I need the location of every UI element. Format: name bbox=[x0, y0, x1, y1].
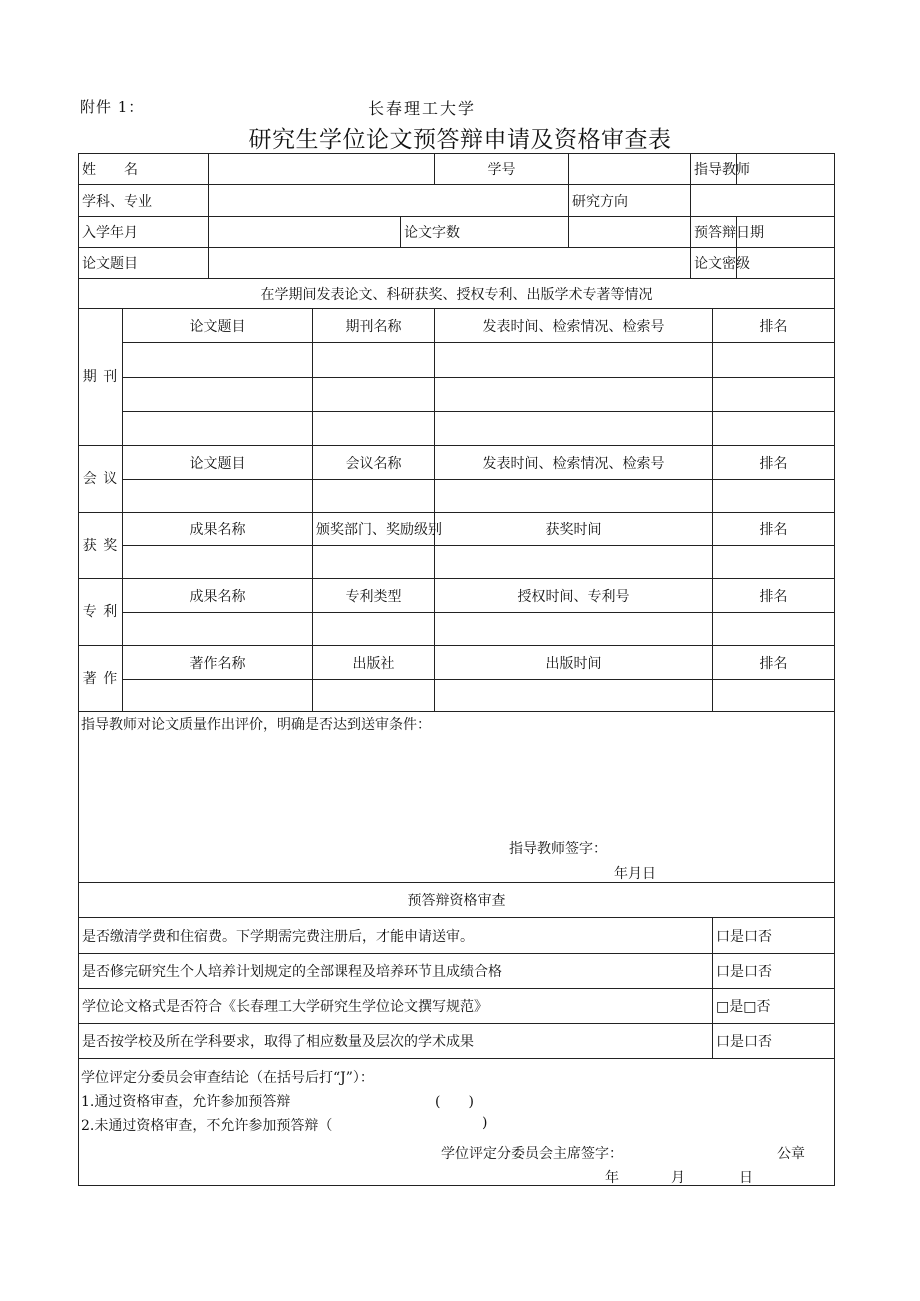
award-cell[interactable] bbox=[313, 546, 435, 579]
journal-cell[interactable] bbox=[313, 412, 435, 446]
journal-header-row bbox=[79, 309, 835, 343]
conclusion-section bbox=[79, 1059, 835, 1186]
patent-col-time: 授权时间、专利号 bbox=[435, 579, 713, 613]
conclusion-heading: 学位评定分委员会审查结论（在括号后打“J”）： bbox=[81, 1070, 374, 1086]
conference-col-name: 会议名称 bbox=[313, 446, 435, 480]
word-count-value[interactable] bbox=[569, 217, 691, 248]
advisor-value[interactable] bbox=[737, 154, 835, 185]
page-title: 研究生学位论文预答辩申请及资格审查表 bbox=[248, 127, 672, 153]
journal-cell[interactable] bbox=[123, 412, 313, 446]
review-heading-row bbox=[79, 883, 835, 918]
journal-cell[interactable] bbox=[435, 412, 713, 446]
patent-side-label: 专 利 bbox=[79, 579, 123, 646]
book-side-label: 著 作 bbox=[79, 646, 123, 712]
review-heading: 预答辩资格审查 bbox=[79, 883, 835, 918]
review-question: 是否按学校及所在学科要求，取得了相应数量及层次的学术成果 bbox=[79, 1024, 713, 1059]
journal-row bbox=[79, 343, 835, 378]
journal-row bbox=[79, 378, 835, 412]
journal-cell[interactable] bbox=[435, 378, 713, 412]
review-question: 是否缴清学费和住宿费。下学期需完费注册后，才能申请送审。 bbox=[79, 918, 713, 954]
journal-cell[interactable] bbox=[713, 378, 835, 412]
conference-col-title: 论文题目 bbox=[123, 446, 313, 480]
row-name bbox=[79, 154, 835, 185]
row-major bbox=[79, 185, 835, 217]
book-cell[interactable] bbox=[435, 680, 713, 712]
conclusion-option-pass-box[interactable]: ( ) bbox=[435, 1094, 474, 1110]
book-cell[interactable] bbox=[313, 680, 435, 712]
achievements-heading-row bbox=[79, 279, 835, 309]
university-name: 长春理工大学 bbox=[368, 99, 477, 118]
book-cell[interactable] bbox=[123, 680, 313, 712]
student-id-label: 学号 bbox=[435, 154, 569, 185]
journal-cell[interactable] bbox=[713, 343, 835, 378]
journal-cell[interactable] bbox=[313, 343, 435, 378]
conference-row bbox=[79, 480, 835, 513]
date-month: 月 bbox=[671, 1170, 685, 1186]
patent-col-rank: 排名 bbox=[713, 579, 835, 613]
direction-value[interactable] bbox=[691, 185, 835, 217]
book-col-name: 著作名称 bbox=[123, 646, 313, 680]
review-answer-checkbox[interactable]: 口是口否 bbox=[713, 918, 835, 954]
book-col-time: 出版时间 bbox=[435, 646, 713, 680]
thesis-title-value[interactable] bbox=[209, 248, 691, 279]
patent-col-type: 专利类型 bbox=[313, 579, 435, 613]
review-answer-checkbox[interactable]: 口是口否 bbox=[713, 954, 835, 989]
journal-cell[interactable] bbox=[313, 378, 435, 412]
conclusion-option-fail-box[interactable]: ) bbox=[482, 1115, 488, 1131]
major-value[interactable] bbox=[209, 185, 569, 217]
journal-col-time: 发表时间、检索情况、检索号 bbox=[435, 309, 713, 343]
conference-cell[interactable] bbox=[313, 480, 435, 513]
conclusion-option-pass: 1.通过资格审查，允许参加预答辩 bbox=[81, 1094, 291, 1110]
advisor-eval-row bbox=[79, 712, 835, 883]
conference-col-rank: 排名 bbox=[713, 446, 835, 480]
journal-cell[interactable] bbox=[713, 412, 835, 446]
award-col-rank: 排名 bbox=[713, 513, 835, 546]
conclusion-option-fail: 2.未通过资格审查，不允许参加预答辩（ bbox=[81, 1118, 333, 1134]
advisor-eval-section[interactable] bbox=[79, 712, 835, 883]
date-day: 日 bbox=[739, 1170, 753, 1186]
journal-cell[interactable] bbox=[435, 343, 713, 378]
defense-date-label: 预答辩日期 bbox=[691, 217, 737, 248]
journal-col-name: 期刊名称 bbox=[313, 309, 435, 343]
patent-cell[interactable] bbox=[435, 613, 713, 646]
patent-cell[interactable] bbox=[713, 613, 835, 646]
journal-col-title: 论文题目 bbox=[123, 309, 313, 343]
book-header-row bbox=[79, 646, 835, 680]
award-col-time: 获奖时间 bbox=[435, 513, 713, 546]
journal-col-rank: 排名 bbox=[713, 309, 835, 343]
book-row bbox=[79, 680, 835, 712]
patent-header-row bbox=[79, 579, 835, 613]
attachment-label: 附件 1： bbox=[80, 98, 145, 116]
major-label: 学科、专业 bbox=[79, 185, 209, 217]
award-col-name: 成果名称 bbox=[123, 513, 313, 546]
patent-cell[interactable] bbox=[313, 613, 435, 646]
review-answer-checkbox[interactable]: □是□否 bbox=[713, 989, 835, 1024]
advisor-signature-label: 指导教师签字： bbox=[509, 841, 607, 857]
conference-header-row bbox=[79, 446, 835, 480]
advisor-date-label: 年月日 bbox=[614, 866, 656, 882]
form-table bbox=[78, 153, 835, 1186]
conference-side-label: 会 议 bbox=[79, 446, 123, 513]
secrecy-label: 论文密级 bbox=[691, 248, 737, 279]
review-row-tuition bbox=[79, 918, 835, 954]
review-question: 学位论文格式是否符合《长春理工大学研究生学位论文撰写规范》 bbox=[79, 989, 713, 1024]
award-cell[interactable] bbox=[435, 546, 713, 579]
award-side-label: 获 奖 bbox=[79, 513, 123, 579]
student-id-value[interactable] bbox=[569, 154, 691, 185]
row-enroll bbox=[79, 217, 835, 248]
journal-side-label: 期 刊 bbox=[79, 309, 123, 446]
patent-col-name: 成果名称 bbox=[123, 579, 313, 613]
patent-row bbox=[79, 613, 835, 646]
name-value[interactable] bbox=[209, 154, 435, 185]
advisor-eval-prompt: 指导教师对论文质量作出评价，明确是否达到送审条件： bbox=[81, 717, 431, 733]
award-header-row bbox=[79, 513, 835, 546]
secrecy-value[interactable] bbox=[737, 248, 835, 279]
conclusion-row bbox=[79, 1059, 835, 1186]
review-row-achievements bbox=[79, 1024, 835, 1059]
award-row bbox=[79, 546, 835, 579]
journal-cell[interactable] bbox=[123, 343, 313, 378]
seal-label: 公章 bbox=[777, 1146, 805, 1162]
review-row-format bbox=[79, 989, 835, 1024]
conference-col-time: 发表时间、检索情况、检索号 bbox=[435, 446, 713, 480]
thesis-title-label: 论文题目 bbox=[79, 248, 209, 279]
award-cell[interactable] bbox=[123, 546, 313, 579]
direction-label: 研究方向 bbox=[569, 185, 691, 217]
review-question: 是否修完研究生个人培养计划规定的全部课程及培养环节且成绩合格 bbox=[79, 954, 713, 989]
date-year: 年 bbox=[605, 1170, 619, 1186]
conference-cell[interactable] bbox=[123, 480, 313, 513]
name-label: 姓 名 bbox=[79, 154, 209, 185]
patent-cell[interactable] bbox=[123, 613, 313, 646]
word-count-label: 论文字数 bbox=[401, 217, 569, 248]
book-col-publisher: 出版社 bbox=[313, 646, 435, 680]
review-answer-checkbox[interactable]: 口是口否 bbox=[713, 1024, 835, 1059]
conference-cell[interactable] bbox=[435, 480, 713, 513]
chair-signature-label: 学位评定分委员会主席签字： bbox=[441, 1146, 623, 1162]
enroll-label: 入学年月 bbox=[79, 217, 209, 248]
advisor-label: 指导教师 bbox=[691, 154, 737, 185]
book-col-rank: 排名 bbox=[713, 646, 835, 680]
book-cell[interactable] bbox=[713, 680, 835, 712]
enroll-value[interactable] bbox=[209, 217, 401, 248]
row-thesis-title bbox=[79, 248, 835, 279]
award-cell[interactable] bbox=[713, 546, 835, 579]
award-col-dept: 颁奖部门、奖励级别 bbox=[313, 513, 435, 546]
achievements-heading: 在学期间发表论文、科研获奖、授权专利、出版学术专著等情况 bbox=[79, 279, 835, 309]
application-form bbox=[78, 153, 834, 1186]
journal-row bbox=[79, 412, 835, 446]
journal-cell[interactable] bbox=[123, 378, 313, 412]
conference-cell[interactable] bbox=[713, 480, 835, 513]
review-row-courses bbox=[79, 954, 835, 989]
